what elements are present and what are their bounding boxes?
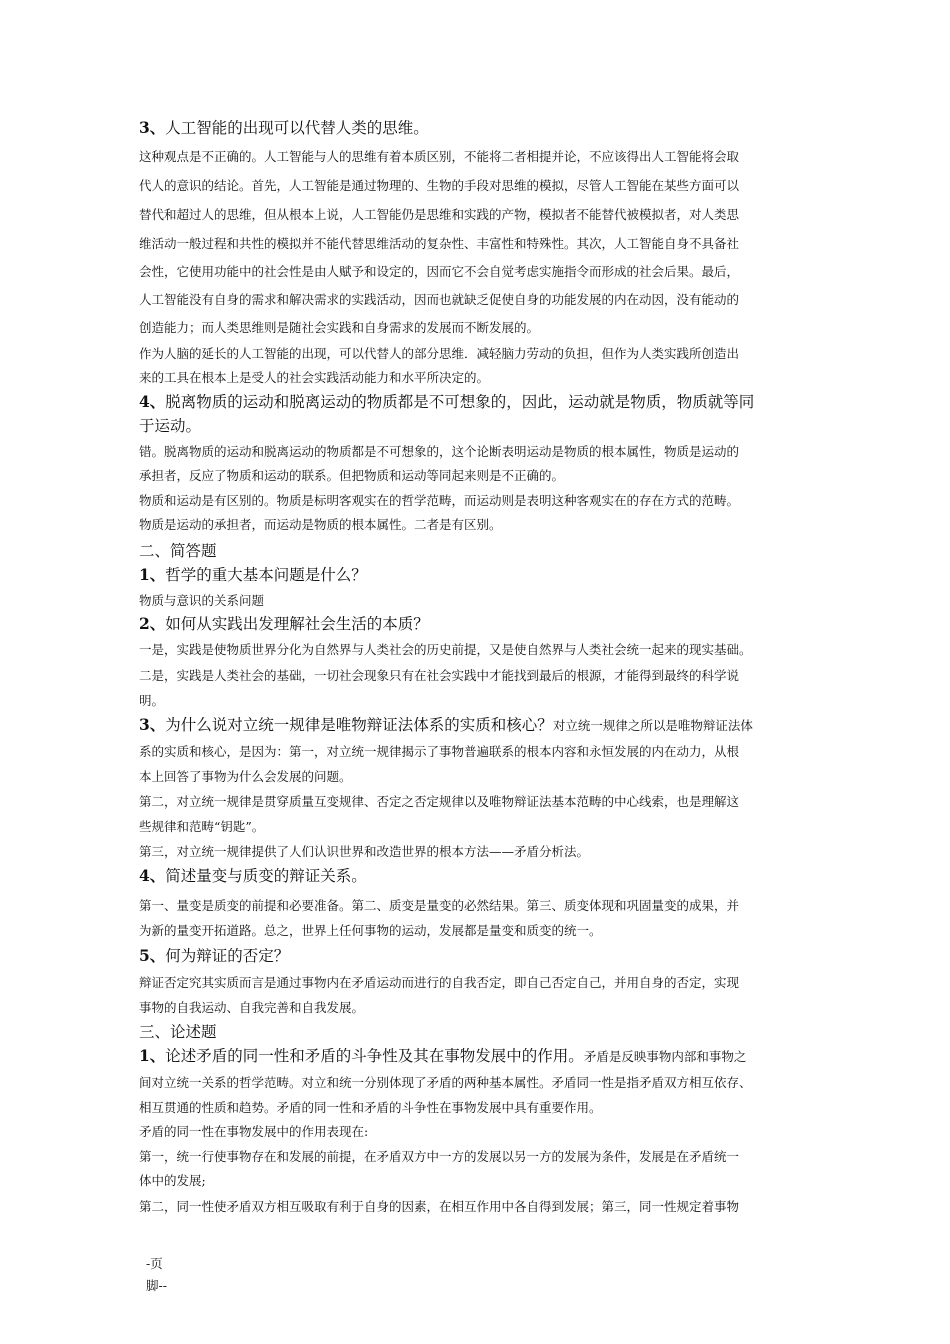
body-line: 这种观点是不正确的。人工智能与人的思维有着本质区别，不能将二者相提并论，不应该得出人工智能将会取 bbox=[139, 149, 740, 164]
body-line: 作为人脑的延长的人工智能的出现，可以代替人的部分思维．减轻脑力劳动的负担，但作为人类实践所创造出 bbox=[139, 346, 740, 361]
question-heading: 5、何为辩证的否定？ bbox=[139, 946, 290, 965]
body-line: 二是，实践是人类社会的基础，一切社会现象只有在社会实践中才能找到最后的根源，才能得到最终的科学说 bbox=[139, 668, 740, 683]
page-footer-line1: -页 bbox=[146, 1256, 163, 1271]
question-heading: 3、人工智能的出现可以代替人类的思维。 bbox=[139, 118, 429, 137]
body-line: 创造能力；而人类思维则是随社会实践和自身需求的发展而不断发展的。 bbox=[139, 320, 540, 335]
body-line: 本上回答了事物为什么会发展的问题。 bbox=[139, 769, 352, 784]
body-line: 辩证否定究其实质而言是通过事物内在矛盾运动而进行的自我否定，即自己否定自己，并用自身的否定，实现 bbox=[139, 975, 740, 990]
body-line: 物质和运动是有区别的。物质是标明客观实在的哲学范畴，而运动则是表明这种客观实在的存在方式的范畴。 bbox=[139, 493, 740, 508]
body-line: 些规律和范畴“钥匙”。 bbox=[139, 819, 265, 834]
body-line: 第二，对立统一规律是贯穿质量互变规律、否定之否定规律以及唯物辩证法基本范畴的中心线索，也是理解这 bbox=[139, 794, 740, 809]
body-line: 间对立统一关系的哲学范畴。对立和统一分别体现了矛盾的两种基本属性。矛盾同一性是指矛盾双方相互依存、 bbox=[139, 1075, 752, 1090]
body-line: 第三，对立统一规律提供了人们认识世界和改造世界的根本方法——矛盾分析法。 bbox=[139, 844, 590, 859]
body-line: 第一、量变是质变的前提和必要准备。第二、质变是量变的必然结果。第三、质变体现和巩固量变的成果，并 bbox=[139, 898, 740, 913]
body-line: 会性，它使用功能中的社会性是由人赋予和设定的，因而它不会自觉考虑实施指令而形成的社会后果。最后， bbox=[139, 264, 740, 279]
section-heading: 二、简答题 bbox=[139, 542, 217, 560]
body-line: 物质与意识的关系问题 bbox=[139, 593, 265, 608]
body-line: 错。脱离物质的运动和脱离运动的物质都是不可想象的，这个论断表明运动是物质的根本属性，物质是运动的 bbox=[139, 444, 740, 459]
body-line: 承担者，反应了物质和运动的联系。但把物质和运动等同起来则是不正确的。 bbox=[139, 468, 565, 483]
body-line: 矛盾的同一性在事物发展中的作用表现在: bbox=[139, 1124, 369, 1139]
question-heading-with-answer: 1、论述矛盾的同一性和矛盾的斗争性及其在事物发展中的作用。矛盾是反映事物内部和事物之 bbox=[139, 1046, 747, 1065]
body-line: 相互贯通的性质和趋势。矛盾的同一性和矛盾的斗争性在事物发展中具有重要作用。 bbox=[139, 1100, 602, 1115]
body-line: 明。 bbox=[139, 693, 165, 708]
body-line: 体中的发展; bbox=[139, 1173, 206, 1188]
question-heading: 4、简述量变与质变的辩证关系。 bbox=[139, 866, 367, 885]
body-line: 来的工具在根本上是受人的社会实践活动能力和水平所决定的。 bbox=[139, 370, 490, 385]
question-heading: 1、哲学的重大基本问题是什么？ bbox=[139, 565, 367, 584]
body-line: 物质是运动的承担者，而运动是物质的根本属性。二者是有区别。 bbox=[139, 517, 502, 532]
body-line: 人工智能没有自身的需求和解决需求的实践活动，因而也就缺乏促使自身的功能发展的内在动因，没有能动的 bbox=[139, 292, 740, 307]
body-line: 第一，统一行使事物存在和发展的前提，在矛盾双方中一方的发展以另一方的发展为条件，发展是在矛盾统一 bbox=[139, 1149, 740, 1164]
body-line: 一是，实践是使物质世界分化为自然界与人类社会的历史前提，又是使自然界与人类社会统一起来的现实基础。 bbox=[139, 642, 752, 657]
body-line: 替代和超过人的思维，但从根本上说，人工智能仍是思维和实践的产物，模拟者不能替代被模拟者，对人类思 bbox=[139, 207, 740, 222]
body-line: 系的实质和核心，是因为：第一，对立统一规律揭示了事物普遍联系的根本内容和永恒发展的内在动力，从根 bbox=[139, 744, 740, 759]
question-heading: 2、如何从实践出发理解社会生活的本质？ bbox=[139, 614, 429, 633]
question-heading-with-answer: 3、为什么说对立统一规律是唯物辩证法体系的实质和核心？对立统一规律之所以是唯物辩证法体 bbox=[139, 715, 753, 734]
question-heading: 4、脱离物质的运动和脱离运动的物质都是不可想象的，因此，运动就是物质，物质就等同 bbox=[139, 392, 755, 411]
section-heading: 三、论述题 bbox=[139, 1023, 217, 1041]
body-line: 代人的意识的结论。首先，人工智能是通过物理的、生物的手段对思维的模拟，尽管人工智能在某些方面可以 bbox=[139, 178, 740, 193]
body-line: 事物的自我运动、自我完善和自我发展。 bbox=[139, 1000, 365, 1015]
body-line: 为新的量变开拓道路。总之，世界上任何事物的运动，发展都是量变和质变的统一。 bbox=[139, 923, 602, 938]
page-footer-line2: 脚-- bbox=[146, 1278, 167, 1293]
question-heading: 于运动。 bbox=[139, 417, 202, 435]
body-line: 第二，同一性使矛盾双方相互吸取有利于自身的因素，在相互作用中各自得到发展；第三，同一性规定着事物 bbox=[139, 1199, 740, 1214]
body-line: 维活动一般过程和共性的模拟并不能代替思维活动的复杂性、丰富性和特殊性。其次，人工智能自身不具备社 bbox=[139, 236, 740, 251]
